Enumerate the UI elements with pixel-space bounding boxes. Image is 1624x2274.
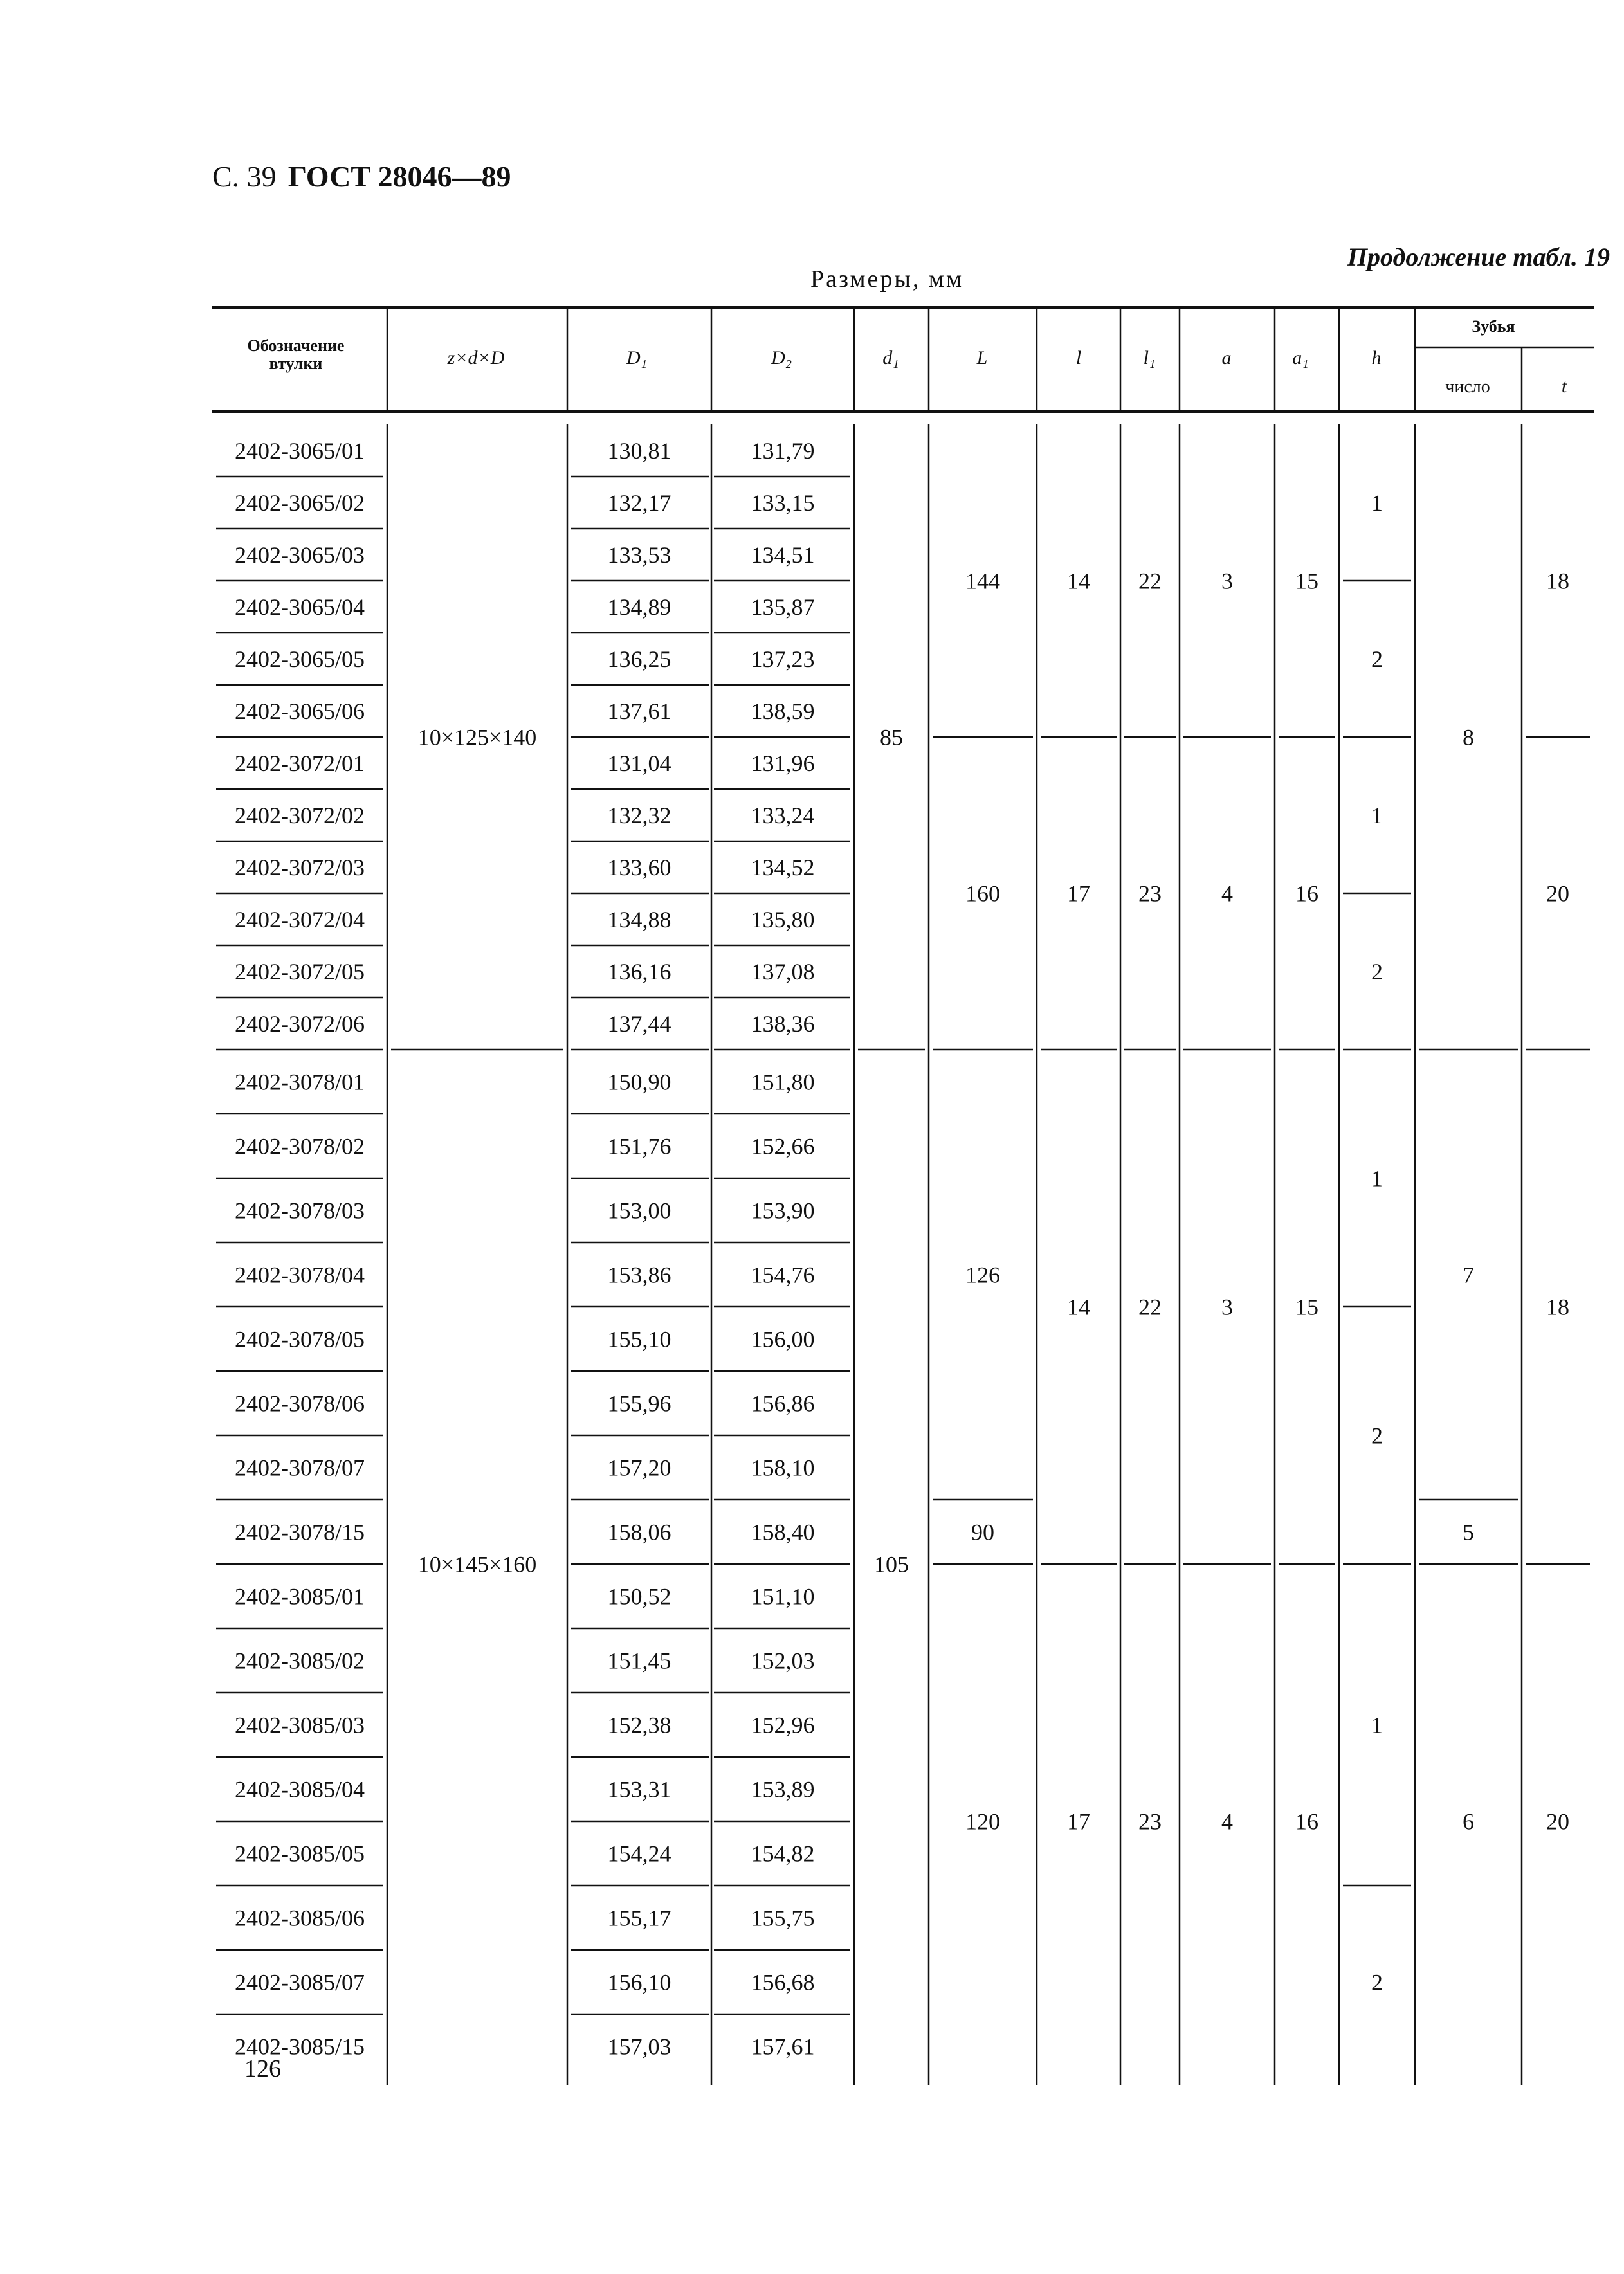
cell-D1: 158,06: [607, 1519, 671, 1545]
header-D1: D₁: [626, 347, 648, 368]
cell-teeth_count: 5: [1463, 1519, 1474, 1545]
cell-l: 17: [1067, 1808, 1090, 1835]
cell-teeth_count: 7: [1463, 1262, 1474, 1288]
cell-D1: 130,81: [607, 437, 671, 464]
page-label: С. 39: [212, 160, 277, 193]
cell-zdD: 10×125×140: [417, 724, 537, 750]
cell-designation: 2402-3078/07: [235, 1455, 365, 1481]
cell-D2: 153,90: [751, 1197, 815, 1224]
header-designation-line2: втулки: [269, 354, 323, 373]
cell-designation: 2402-3065/01: [235, 437, 365, 464]
cell-teeth_t: 18: [1546, 568, 1569, 594]
cell-D1: 133,60: [607, 854, 671, 880]
cell-D2: 152,03: [751, 1648, 815, 1674]
cell-D2: 156,00: [751, 1326, 815, 1352]
cell-teeth_t: 20: [1546, 1808, 1569, 1835]
cell-D1: 134,89: [607, 594, 671, 620]
cell-l: 14: [1067, 1294, 1090, 1320]
cell-D2: 152,96: [751, 1712, 815, 1738]
cell-D2: 154,76: [751, 1262, 815, 1288]
header-D2: D₂: [771, 347, 792, 368]
cell-d1: 105: [874, 1551, 909, 1578]
cell-D1: 157,20: [607, 1455, 671, 1481]
cell-D1: 150,52: [607, 1583, 671, 1610]
cell-D2: 153,89: [751, 1776, 815, 1803]
cell-D1: 151,45: [607, 1648, 671, 1674]
cell-teeth_t: 18: [1546, 1294, 1569, 1320]
cell-D2: 151,80: [751, 1069, 815, 1095]
cell-designation: 2402-3078/05: [235, 1326, 365, 1352]
cell-zdD: 10×145×160: [417, 1551, 537, 1578]
page-number: 126: [244, 2055, 281, 2082]
cell-h: 2: [1371, 958, 1383, 985]
cell-designation: 2402-3085/03: [235, 1712, 365, 1738]
cell-l1: 22: [1138, 568, 1162, 594]
cell-D1: 153,00: [607, 1197, 671, 1224]
header-L: L: [976, 347, 988, 368]
cell-D2: 131,96: [751, 750, 815, 776]
header-designation-line1: Обозначение: [247, 336, 345, 355]
cell-D1: 155,96: [607, 1390, 671, 1417]
cell-D2: 156,68: [751, 1969, 815, 1996]
cell-D2: 158,40: [751, 1519, 815, 1545]
cell-D2: 156,86: [751, 1390, 815, 1417]
cell-D1: 134,88: [607, 906, 671, 932]
cell-designation: 2402-3065/05: [235, 646, 365, 672]
units-caption: Размеры, мм: [810, 266, 964, 293]
cell-D2: 133,24: [751, 802, 815, 828]
cell-designation: 2402-3085/06: [235, 1905, 365, 1931]
cell-designation: 2402-3078/15: [235, 1519, 365, 1545]
cell-D2: 138,36: [751, 1010, 815, 1037]
cell-D1: 137,61: [607, 698, 671, 724]
cell-L: 144: [965, 568, 1000, 594]
cell-L: 160: [965, 880, 1000, 907]
cell-h: 2: [1371, 1423, 1383, 1449]
cell-D1: 132,17: [607, 489, 671, 516]
cell-designation: 2402-3078/03: [235, 1197, 365, 1224]
continuation-note: Продолжение табл. 19: [1347, 242, 1610, 271]
cell-designation: 2402-3078/06: [235, 1390, 365, 1417]
cell-a: 4: [1221, 1808, 1233, 1835]
cell-D2: 137,23: [751, 646, 815, 672]
cell-designation: 2402-3078/04: [235, 1262, 365, 1288]
cell-D1: 150,90: [607, 1069, 671, 1095]
cell-teeth_t: 20: [1546, 880, 1569, 907]
cell-l1: 22: [1138, 1294, 1162, 1320]
header-h: h: [1371, 347, 1382, 368]
cell-D2: 135,80: [751, 906, 815, 932]
cell-a1: 16: [1295, 1808, 1318, 1835]
header-l: l: [1075, 347, 1082, 368]
cell-D1: 151,76: [607, 1133, 671, 1160]
cell-l: 17: [1067, 880, 1090, 907]
cell-D1: 133,53: [607, 541, 671, 568]
table-header: [248, 317, 1567, 397]
cell-designation: 2402-3065/03: [235, 541, 365, 568]
cell-D1: 137,44: [607, 1010, 671, 1037]
cell-D1: 131,04: [607, 750, 671, 776]
cell-L: 120: [965, 1808, 1000, 1835]
header-d1: d₁: [882, 347, 899, 368]
cell-designation: 2402-3072/01: [235, 750, 365, 776]
cell-D1: 155,17: [607, 1905, 671, 1931]
cell-teeth_count: 6: [1463, 1808, 1474, 1835]
header-teeth-count: число: [1445, 377, 1490, 397]
cell-designation: 2402-3078/02: [235, 1133, 365, 1160]
cell-D2: 138,59: [751, 698, 815, 724]
cell-a: 3: [1221, 1294, 1233, 1320]
cell-a1: 15: [1295, 1294, 1318, 1320]
cell-a: 3: [1221, 568, 1233, 594]
cell-h: 1: [1371, 489, 1383, 516]
cell-h: 1: [1371, 802, 1383, 828]
cell-teeth_count: 8: [1463, 724, 1474, 750]
cell-D2: 134,52: [751, 854, 815, 880]
cell-l1: 23: [1138, 1808, 1162, 1835]
cell-designation: 2402-3072/05: [235, 958, 365, 985]
cell-D1: 152,38: [607, 1712, 671, 1738]
cell-D1: 156,10: [607, 1969, 671, 1996]
cell-L: 126: [965, 1262, 1000, 1288]
cell-D2: 131,79: [751, 437, 815, 464]
cell-h: 1: [1371, 1712, 1383, 1738]
cell-designation: 2402-3085/02: [235, 1648, 365, 1674]
cell-D1: 136,25: [607, 646, 671, 672]
cell-D2: 154,82: [751, 1841, 815, 1867]
cell-h: 1: [1371, 1165, 1383, 1192]
cell-D2: 158,10: [751, 1455, 815, 1481]
cell-designation: 2402-3085/01: [235, 1583, 365, 1610]
cell-designation: 2402-3065/02: [235, 489, 365, 516]
cell-D1: 154,24: [607, 1841, 671, 1867]
table-grid: [212, 307, 1594, 2085]
cell-designation: 2402-3085/07: [235, 1969, 365, 1996]
cell-L: 90: [971, 1519, 994, 1545]
header-l1: l₁: [1143, 347, 1156, 368]
cell-a1: 15: [1295, 568, 1318, 594]
cell-D2: 137,08: [751, 958, 815, 985]
cell-D2: 152,66: [751, 1133, 815, 1160]
cell-d1: 85: [880, 724, 903, 750]
cell-designation: 2402-3072/02: [235, 802, 365, 828]
cell-D1: 153,31: [607, 1776, 671, 1803]
cell-D2: 133,15: [751, 489, 815, 516]
cell-l1: 23: [1138, 880, 1162, 907]
header-a1: a₁: [1292, 347, 1309, 368]
cell-D2: 157,61: [751, 2033, 815, 2060]
cell-D1: 157,03: [607, 2033, 671, 2060]
cell-D1: 155,10: [607, 1326, 671, 1352]
cell-designation: 2402-3072/06: [235, 1010, 365, 1037]
cell-designation: 2402-3085/04: [235, 1776, 365, 1803]
cell-D2: 151,10: [751, 1583, 815, 1610]
cell-designation: 2402-3078/01: [235, 1069, 365, 1095]
header-a: a: [1221, 347, 1232, 368]
cell-D2: 135,87: [751, 594, 815, 620]
cell-designation: 2402-3085/15: [235, 2033, 365, 2060]
cell-D1: 132,32: [607, 802, 671, 828]
cell-l: 14: [1067, 568, 1090, 594]
header-zdD: z×d×D: [447, 347, 505, 368]
cell-D1: 153,86: [607, 1262, 671, 1288]
cell-D2: 134,51: [751, 541, 815, 568]
cell-D2: 155,75: [751, 1905, 815, 1931]
cell-a1: 16: [1295, 880, 1318, 907]
cell-h: 2: [1371, 1969, 1383, 1996]
table-body: [235, 438, 1569, 2060]
cell-designation: 2402-3072/04: [235, 906, 365, 932]
cell-designation: 2402-3072/03: [235, 854, 365, 880]
cell-designation: 2402-3065/06: [235, 698, 365, 724]
header-teeth-t: t: [1561, 376, 1567, 397]
cell-designation: 2402-3085/05: [235, 1841, 365, 1867]
cell-h: 2: [1371, 646, 1383, 672]
cell-a: 4: [1221, 880, 1233, 907]
cell-D1: 136,16: [607, 958, 671, 985]
standard-number: ГОСТ 28046—89: [287, 160, 511, 193]
cell-designation: 2402-3065/04: [235, 594, 365, 620]
header-teeth: Зубья: [1472, 317, 1515, 336]
